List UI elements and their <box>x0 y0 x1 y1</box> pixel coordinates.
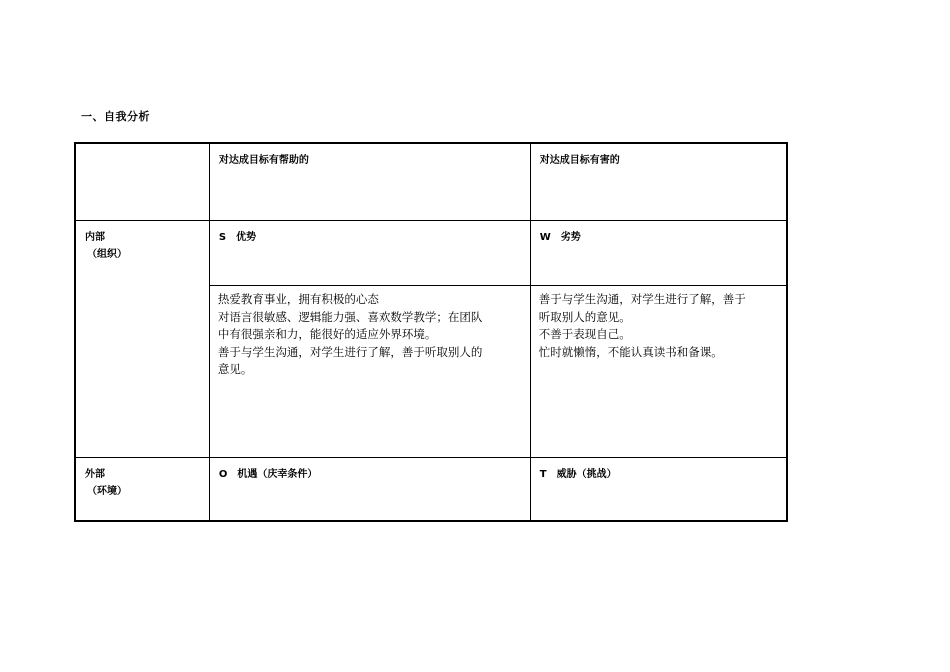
weaknesses-line: 忙时就懒惰，不能认真读书和备课。 <box>538 344 723 359</box>
strengths-content-cell <box>209 286 530 458</box>
strengths-line: 热爱教育事业，拥有积极的心态 <box>217 292 379 306</box>
external-label-line1: 外部 <box>85 469 105 480</box>
external-label-line2: （环境） <box>87 486 127 497</box>
weaknesses-line: 善于与学生沟通，对学生进行了解，善于 <box>538 292 746 306</box>
swot-table <box>74 142 788 522</box>
weaknesses-line: 听取别人的意见。 <box>538 309 631 324</box>
external-row <box>75 458 787 522</box>
weaknesses-content-cell <box>530 286 787 458</box>
strengths-line: 意见。 <box>217 362 253 376</box>
header-helpful-cell: 对达成目标有帮助的 <box>209 143 530 221</box>
section-heading: 一、自我分析 <box>81 110 150 123</box>
internal-label-cell <box>75 221 209 458</box>
strengths-line: 中有很强亲和力，能很好的适应外界环境。 <box>217 327 437 341</box>
weaknesses-title-cell: W 劣势 <box>530 221 787 286</box>
threats-title-cell: T 威胁（挑战） <box>530 458 787 522</box>
opportunities-title-cell: O 机遇（庆幸条件） <box>209 458 530 522</box>
strengths-line: 善于与学生沟通，对学生进行了解，善于听取别人的 <box>217 344 483 359</box>
internal-title-row <box>75 221 787 286</box>
strengths-line: 对语言很敏感、逻辑能力强、喜欢数学教学；在团队 <box>217 309 483 324</box>
strengths-title-cell: S 优势 <box>209 221 530 286</box>
weaknesses-line: 不善于表现自己。 <box>538 327 631 341</box>
header-harmful-cell: 对达成目标有害的 <box>530 143 787 221</box>
external-label-cell <box>75 458 209 522</box>
internal-label-line2: （组织） <box>87 249 127 260</box>
table-header-row <box>75 143 787 221</box>
header-empty-cell <box>75 143 209 221</box>
internal-label-line1: 内部 <box>85 232 105 243</box>
